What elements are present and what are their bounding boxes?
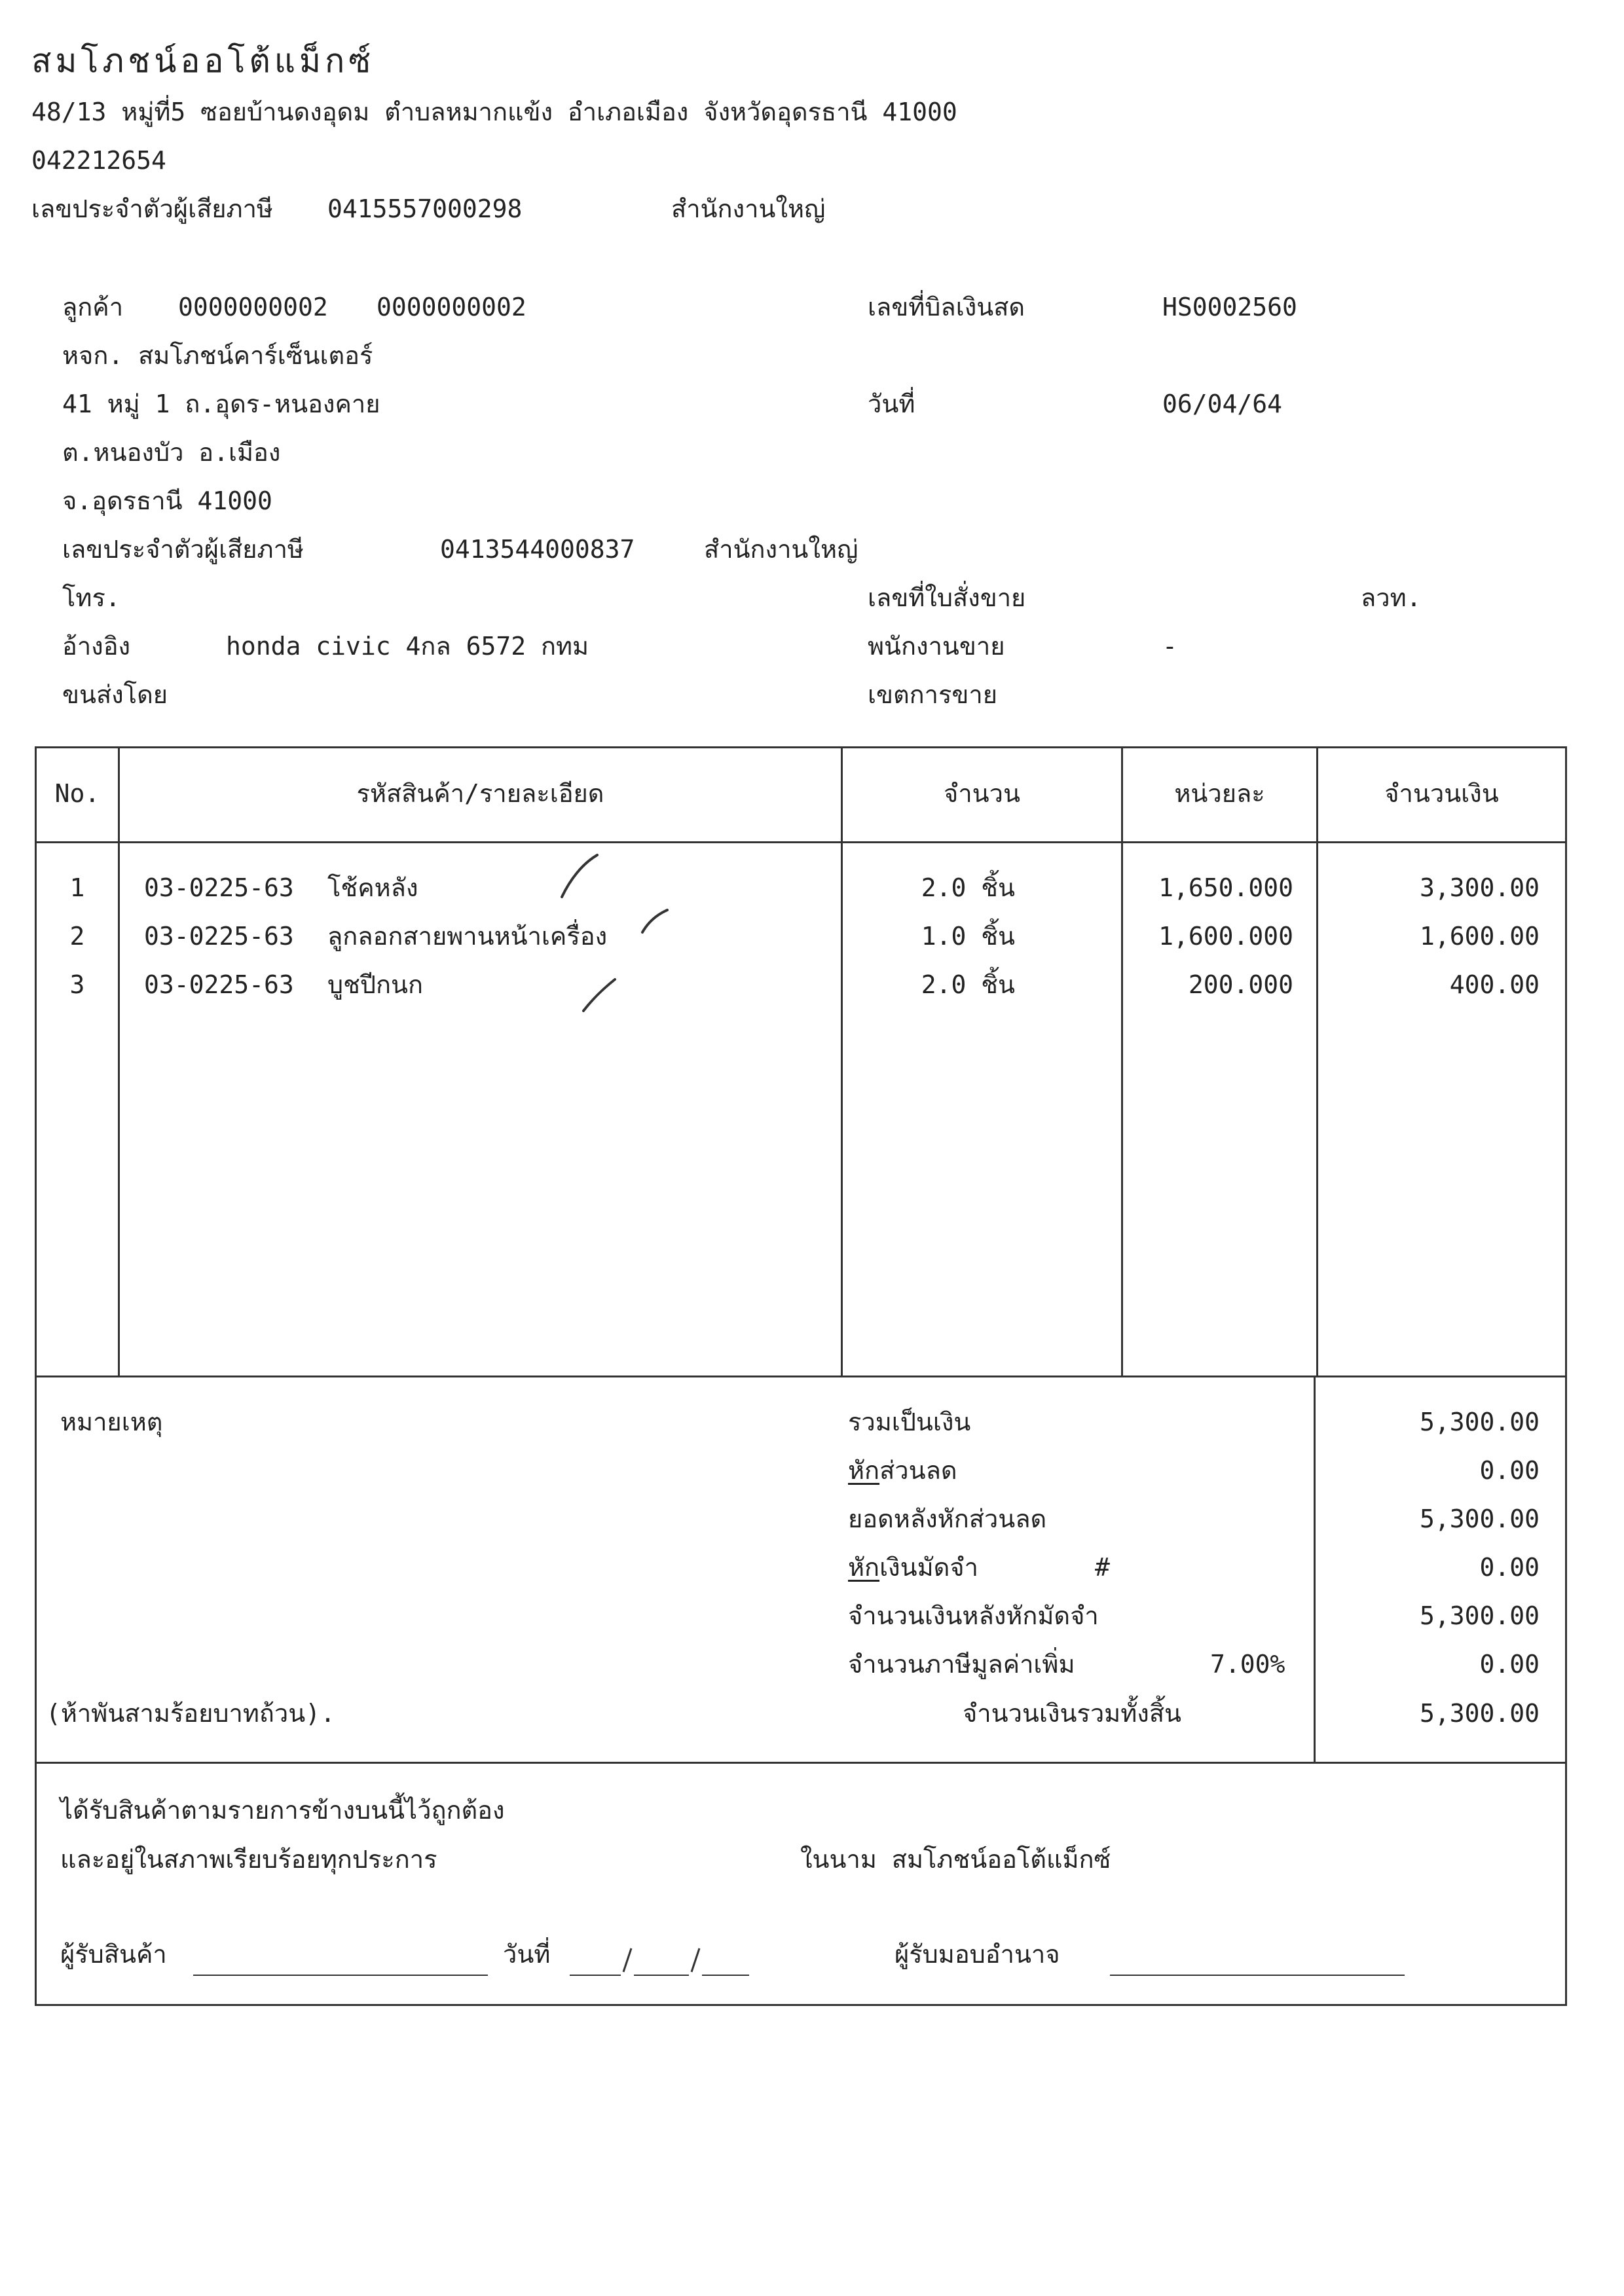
col-divider-2: [841, 746, 843, 1377]
customer-code-2: 0000000002: [377, 293, 526, 321]
row-unit-price: 1,650.000: [1158, 873, 1293, 902]
received-statement-line-1: ได้รับสินค้าตามรายการข้างบนนี้ไว้ถูกต้อง: [60, 1796, 505, 1825]
on-behalf-of: ในนาม สมโภชน์ออโต้แม็กซ์: [800, 1845, 1111, 1874]
salesperson-value: -: [1162, 632, 1177, 661]
company-name: สมโภชน์ออโต้แม็กซ์: [31, 42, 375, 80]
customer-name: หจก. สมโภชน์คาร์เซ็นเตอร์: [62, 341, 373, 370]
customer-ref-value: honda civic 4กล 6572 กทม: [226, 632, 589, 661]
company-phone: 042212654: [31, 146, 166, 175]
header-description: รหัสสินค้า/รายละเอียด: [356, 779, 604, 808]
col-divider-1: [118, 746, 120, 1377]
col-divider-4: [1316, 746, 1318, 1377]
received-statement-line-2: และอยู่ในสภาพเรียบร้อยทุกประการ: [60, 1845, 437, 1874]
row-description: ลูกลอกสายพานหน้าเครื่อง: [327, 922, 608, 951]
row-amount: 400.00: [1449, 970, 1540, 999]
receiver-signature-line: [193, 1975, 488, 1976]
subtotal-value: 5,300.00: [1419, 1408, 1540, 1436]
row-unit-price: 200.000: [1188, 970, 1293, 999]
row-code: 03-0225-63: [144, 873, 294, 902]
after-discount-value: 5,300.00: [1419, 1504, 1540, 1533]
discount-value: 0.00: [1479, 1456, 1540, 1485]
row-no: 3: [69, 970, 85, 999]
row-no: 2: [69, 922, 85, 951]
deposit-value: 0.00: [1479, 1553, 1540, 1582]
after-deposit-value: 5,300.00: [1419, 1601, 1540, 1630]
customer-address-1: 41 หมู่ 1 ถ.อุดร-หนองคาย: [62, 390, 380, 418]
row-no: 1: [69, 873, 85, 902]
table-header-divider: [35, 841, 1567, 843]
deposit-label-underlined: หัก: [848, 1553, 880, 1582]
row-description: โช้คหลัง: [327, 873, 418, 902]
header-no: No.: [54, 779, 100, 808]
customer-tax-id: 0413544000837: [440, 535, 635, 564]
row-quantity: 1.0 ชิ้น: [921, 922, 1015, 951]
sales-order-label: เลขที่ใบสั่งขาย: [868, 583, 1026, 612]
row-quantity: 2.0 ชิ้น: [921, 970, 1015, 999]
row-quantity: 2.0 ชิ้น: [921, 873, 1015, 902]
subtotal-label: รวมเป็นเงิน: [848, 1408, 971, 1436]
receive-date-month-line: [634, 1975, 689, 1976]
sales-area-label: เขตการขาย: [868, 680, 997, 709]
ltd-label: ลวท.: [1361, 583, 1422, 612]
salesperson-label: พนักงานขาย: [868, 632, 1005, 661]
handwritten-check-mark-3: [580, 975, 619, 1015]
after-discount-label: ยอดหลังหักส่วนลด: [848, 1504, 1047, 1533]
row-description: บูชปีกนก: [327, 970, 424, 999]
company-tax-id: 0415557000298: [327, 194, 523, 223]
customer-address-3: จ.อุดรธานี 41000: [62, 486, 272, 515]
deposit-label-rest: เงินมัดจำ: [879, 1553, 978, 1582]
company-branch: สำนักงานใหญ่: [671, 194, 826, 223]
receive-date-year-line: [702, 1975, 749, 1976]
remark-label: หมายเหตุ: [60, 1408, 163, 1436]
handwritten-check-mark-2: [638, 906, 671, 939]
vat-value: 0.00: [1479, 1650, 1540, 1679]
customer-address-2: ต.หนองบัว อ.เมือง: [62, 438, 281, 467]
handwritten-check-mark-1: [557, 851, 602, 903]
discount-label-rest: ส่วนลด: [879, 1456, 957, 1485]
row-unit-price: 1,600.000: [1158, 922, 1293, 951]
customer-code-1: 0000000002: [178, 293, 328, 321]
customer-label: ลูกค้า: [62, 293, 124, 321]
customer-ref-label: อ้างอิง: [62, 632, 131, 661]
grand-total-label: จำนวนเงินรวมทั้งสิ้น: [963, 1699, 1181, 1728]
bill-no-value: HS0002560: [1162, 293, 1297, 321]
bill-date-value: 06/04/64: [1162, 390, 1283, 418]
authorized-person-label: ผู้รับมอบอำนาจ: [895, 1940, 1060, 1969]
customer-tel-label: โทร.: [62, 583, 120, 612]
row-code: 03-0225-63: [144, 922, 294, 951]
col-divider-3: [1121, 746, 1123, 1377]
vat-label: จำนวนภาษีมูลค่าเพิ่ม: [848, 1650, 1075, 1679]
row-amount: 1,600.00: [1419, 922, 1540, 951]
date-slash-2: [689, 1946, 702, 1975]
after-deposit-label: จำนวนเงินหลังหักมัดจำ: [848, 1601, 1099, 1630]
header-quantity: จำนวน: [944, 779, 1020, 808]
row-code: 03-0225-63: [144, 970, 294, 999]
bill-no-label: เลขที่บิลเงินสด: [868, 293, 1025, 321]
receiver-label: ผู้รับสินค้า: [60, 1940, 167, 1969]
customer-branch: สำนักงานใหญ่: [704, 535, 858, 564]
discount-label: [848, 1455, 957, 1485]
deposit-hash: #: [1095, 1553, 1110, 1582]
customer-ship-label: ขนส่งโดย: [62, 680, 168, 709]
authorized-signature-line: [1110, 1975, 1405, 1976]
company-address: 48/13 หมู่ที่5 ซอยบ้านดงอุดม ตำบลหมากแข้ง อำเภอเมือง จังหวัดอุดรธานี 41000: [31, 98, 957, 126]
row-amount: 3,300.00: [1419, 873, 1540, 902]
vat-rate: 7.00%: [1210, 1650, 1285, 1679]
discount-label-underlined: หัก: [848, 1456, 880, 1485]
receive-date-label: วันที่: [503, 1940, 551, 1969]
grand-total-value: 5,300.00: [1419, 1699, 1540, 1728]
summary-col-divider: [1314, 1376, 1316, 1764]
deposit-label: [848, 1552, 978, 1582]
date-slash-1: [621, 1946, 634, 1975]
receive-date-day-line: [570, 1975, 621, 1976]
bill-date-label: วันที่: [868, 390, 915, 418]
amount-in-words: (ห้าพันสามร้อยบาทถ้วน).: [46, 1699, 335, 1728]
customer-tax-id-label: เลขประจำตัวผู้เสียภาษี: [62, 535, 304, 564]
company-tax-id-label: เลขประจำตัวผู้เสียภาษี: [31, 194, 273, 223]
header-amount: จำนวนเงิน: [1384, 779, 1499, 808]
header-unit-price: หน่วยละ: [1174, 779, 1265, 808]
